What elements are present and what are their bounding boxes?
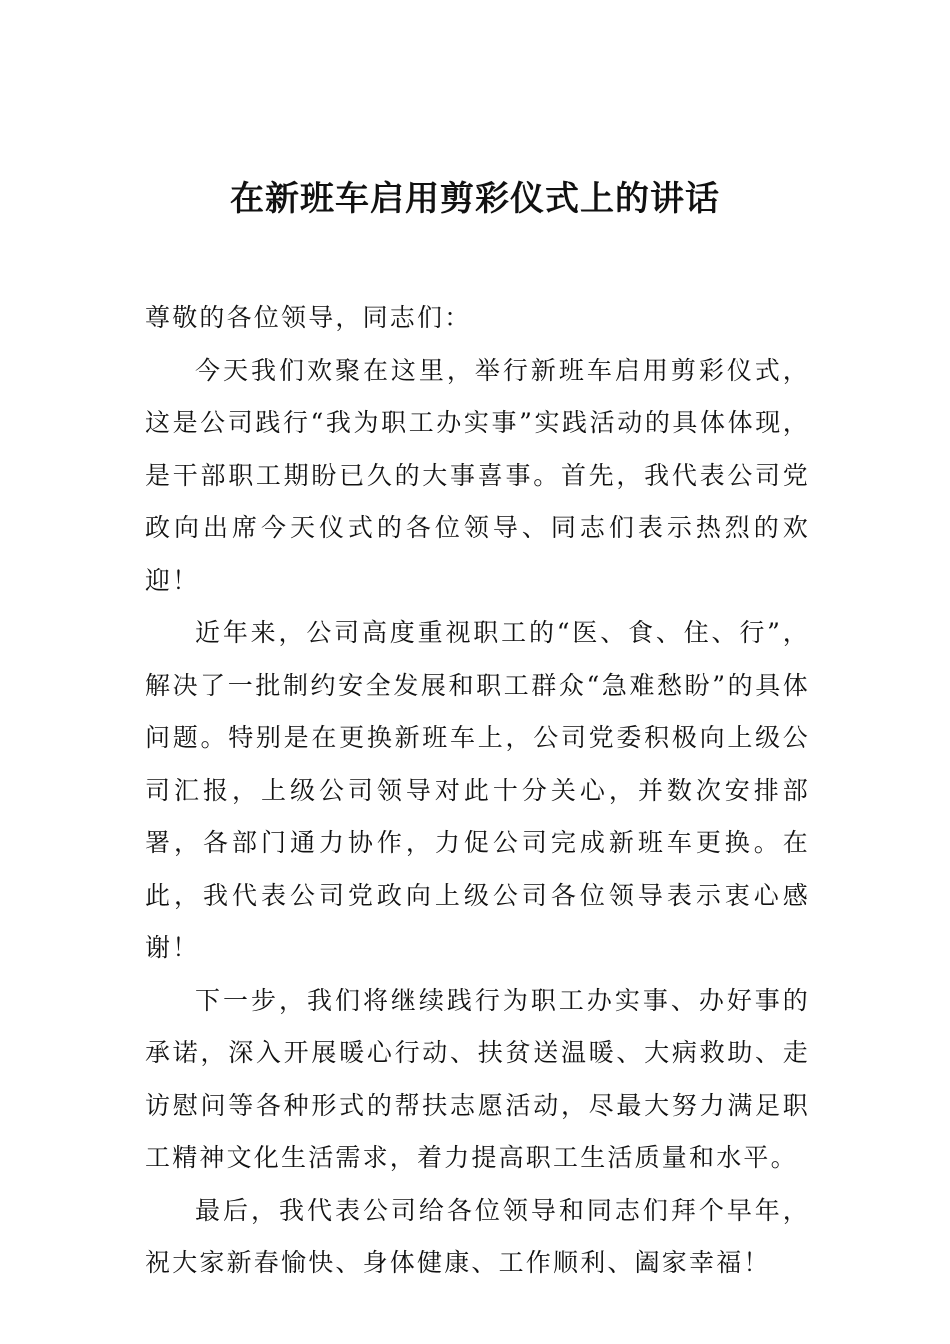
salutation: 尊敬的各位领导，同志们：	[145, 303, 472, 332]
paragraph-next-steps: 下一步，我们将继续践行为职工办实事、办好事的承诺，深入开展暖心行动、扶贫送温暖、大病救助、走访慰问等各种形式的帮扶志愿活动，尽最大努力满足职工精神文化生活需求，着力提高职工生活质量和水平。	[145, 985, 810, 1172]
paragraph-achievements: 近年来，公司高度重视职工的“医、食、住、行”，解决了一批制约安全发展和职工群众“急难愁盼”的具体问题。特别是在更换新班车上，公司党委积极向上级公司汇报，上级公司领导对此十分关心，并数次安排部署，各部门通力协作，力促公司完成新班车更换。在此，我代表公司党政向上级公司各位领导表示衷心感谢！	[145, 618, 810, 962]
paragraph-welcome: 今天我们欢聚在这里，举行新班车启用剪彩仪式，这是公司践行“我为职工办实事”实践活动的具体体现，是干部职工期盼已久的大事喜事。首先，我代表公司党政向出席今天仪式的各位领导、同志们表示热烈的欢迎！	[145, 355, 810, 595]
document-title: 在新班车启用剪彩仪式上的讲话	[230, 178, 720, 219]
document-body	[145, 292, 810, 1290]
paragraph-closing: 最后，我代表公司给各位领导和同志们拜个早年，祝大家新春愉快、身体健康、工作顺利、阖家幸福！	[145, 1195, 810, 1277]
